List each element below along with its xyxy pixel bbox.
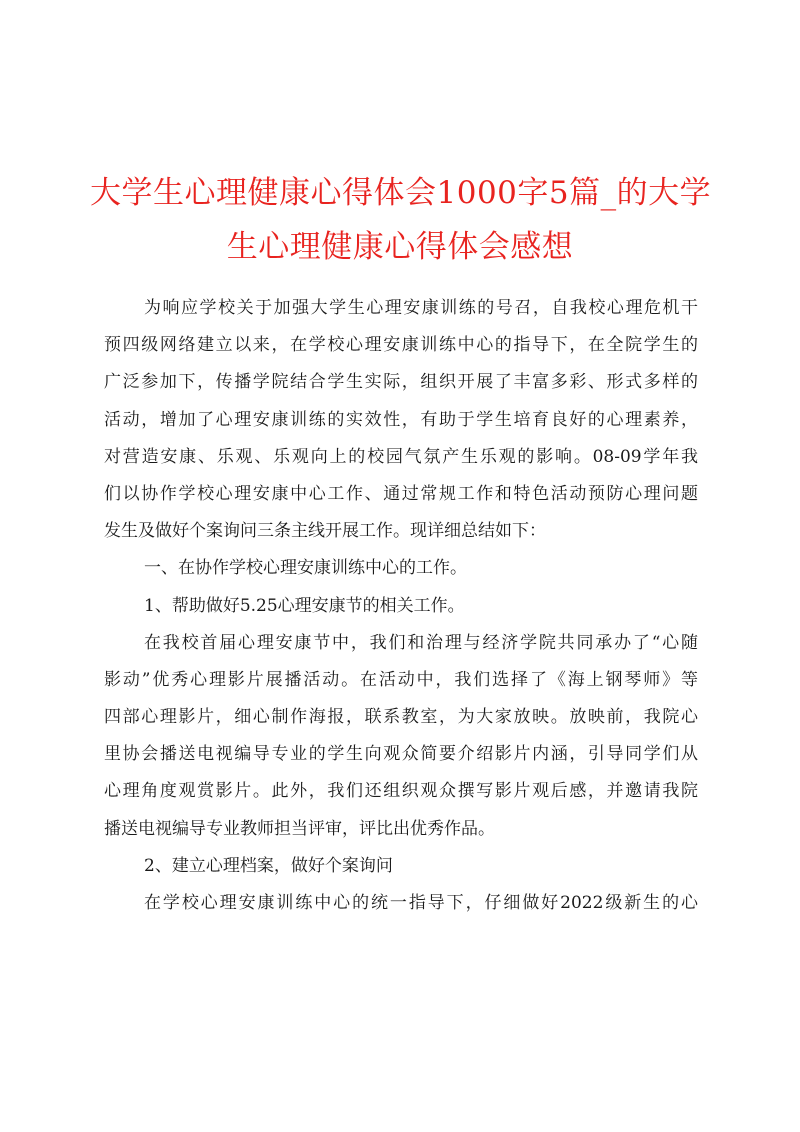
paragraph-line: 在我校首届心理安康节中，我们和治理与经济学院共同承办了“心随: [144, 632, 698, 653]
subsection-heading-2: [104, 848, 698, 885]
title-line-2: 生心理健康心得体会感想: [226, 229, 574, 265]
paragraph-line: 影动”优秀心理影片展播活动。在活动中，我们选择了《海上钢琴师》等: [104, 669, 698, 690]
paragraph-line: 里协会播送电视编导专业的学生向观众简要介绍影片内涵，引导同学们从: [104, 744, 698, 765]
document-title: [90, 166, 710, 274]
subsection-heading-1: [104, 588, 698, 625]
paragraph-line: 四部心理影片，细心制作海报，联系教室，为大家放映。放映前，我院心: [104, 707, 698, 728]
paragraph-line: 发生及做好个案询问三条主线开展工作。现详细总结如下：: [104, 521, 546, 542]
title-line-1: 大学生心理健康心得体会1000字5篇_的大学: [90, 175, 712, 211]
section-heading-1: [104, 550, 698, 587]
heading-line: 一、在协作学校心理安康训练中心的工作。: [144, 558, 467, 579]
paragraph-line: 预四级网络建立以来，在学校心理安康训练中心的指导下，在全院学生的: [104, 335, 698, 356]
paragraph-line: 活动，增加了心理安康训练的实效性，有助于学生培育良好的心理素养，: [104, 409, 698, 430]
paragraph-line: 在学校心理安康训练中心的统一指导下，仔细做好2022级新生的心: [144, 893, 698, 913]
heading-line: 2、建立心理档案，做好个案询问: [144, 855, 393, 876]
paragraph-line: 们以协作学校心理安康中心工作、通过常规工作和特色活动预防心理问题: [104, 483, 698, 504]
paragraph-line: 广泛参加下，传播学院结合学生实际，组织开展了丰富多彩、形式多样的: [104, 372, 698, 393]
paragraph-intro: [104, 290, 698, 550]
document-body: [104, 290, 698, 922]
paragraph-line: 为响应学校关于加强大学生心理安康训练的号召，自我校心理危机干: [144, 298, 698, 318]
paragraph-line: 播送电视编导专业教师担当评审，评比出优秀作品。: [104, 818, 495, 839]
heading-line: 1、帮助做好5.25心理安康节的相关工作。: [144, 595, 465, 616]
paragraph-festival: [104, 625, 698, 848]
paragraph-archive: [104, 885, 698, 922]
paragraph-line: 对营造安康、乐观、乐观向上的校园气氛产生乐观的影响。08-09学年我: [104, 446, 698, 467]
paragraph-line: 心理角度观赏影片。此外，我们还组织观众撰写影片观后感，并邀请我院: [104, 781, 698, 802]
